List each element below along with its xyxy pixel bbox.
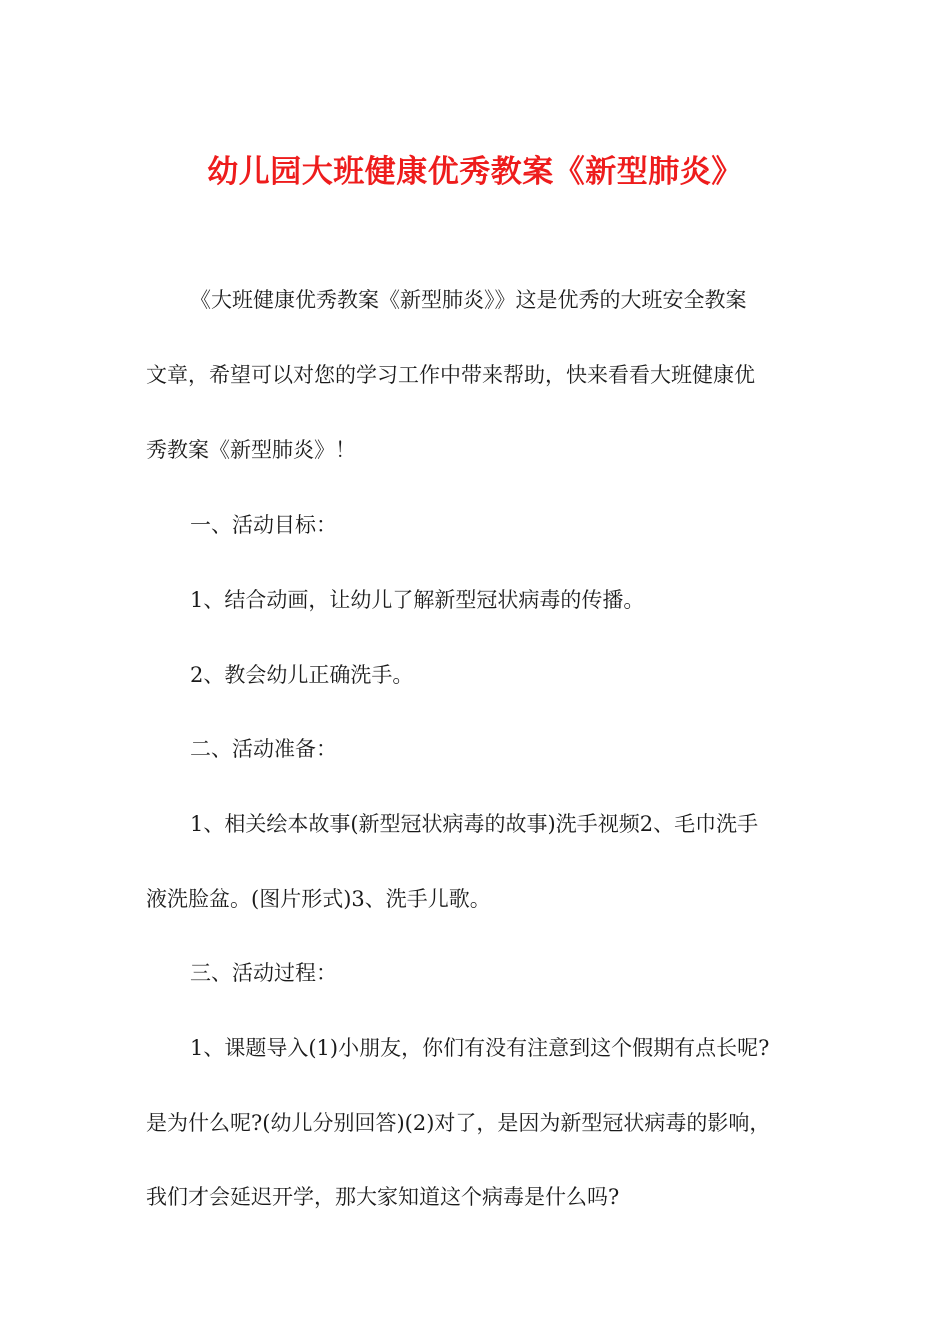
body-line: 2、教会幼儿正确洗手。 [190, 663, 414, 687]
body-line: 1、课题导入(1)小朋友，你们有没有注意到这个假期有点长呢? [190, 1036, 770, 1060]
section-heading: 三、活动过程： [190, 961, 337, 985]
section-heading: 二、活动准备： [190, 737, 337, 761]
body-line: 《大班健康优秀教案《新型肺炎》》这是优秀的大班安全教案 [190, 288, 747, 312]
body-line: 1、相关绘本故事(新型冠状病毒的故事)洗手视频2、毛巾洗手 [190, 812, 759, 836]
body-line: 1、结合动画，让幼儿了解新型冠状病毒的传播。 [190, 588, 645, 612]
section-heading: 一、活动目标： [190, 513, 337, 537]
body-line: 液洗脸盆。(图片形式)3、洗手儿歌。 [146, 887, 491, 911]
body-line: 秀教案《新型肺炎》！ [146, 438, 356, 462]
body-line: 文章，希望可以对您的学习工作中带来帮助，快来看看大班健康优 [146, 363, 755, 387]
body-line: 我们才会延迟开学，那大家知道这个病毒是什么吗? [146, 1185, 620, 1209]
body-line: 是为什么呢?(幼儿分别回答)(2)对了，是因为新型冠状病毒的影响， [146, 1111, 771, 1135]
document-title: 幼儿园大班健康优秀教案《新型肺炎》 [207, 154, 743, 190]
